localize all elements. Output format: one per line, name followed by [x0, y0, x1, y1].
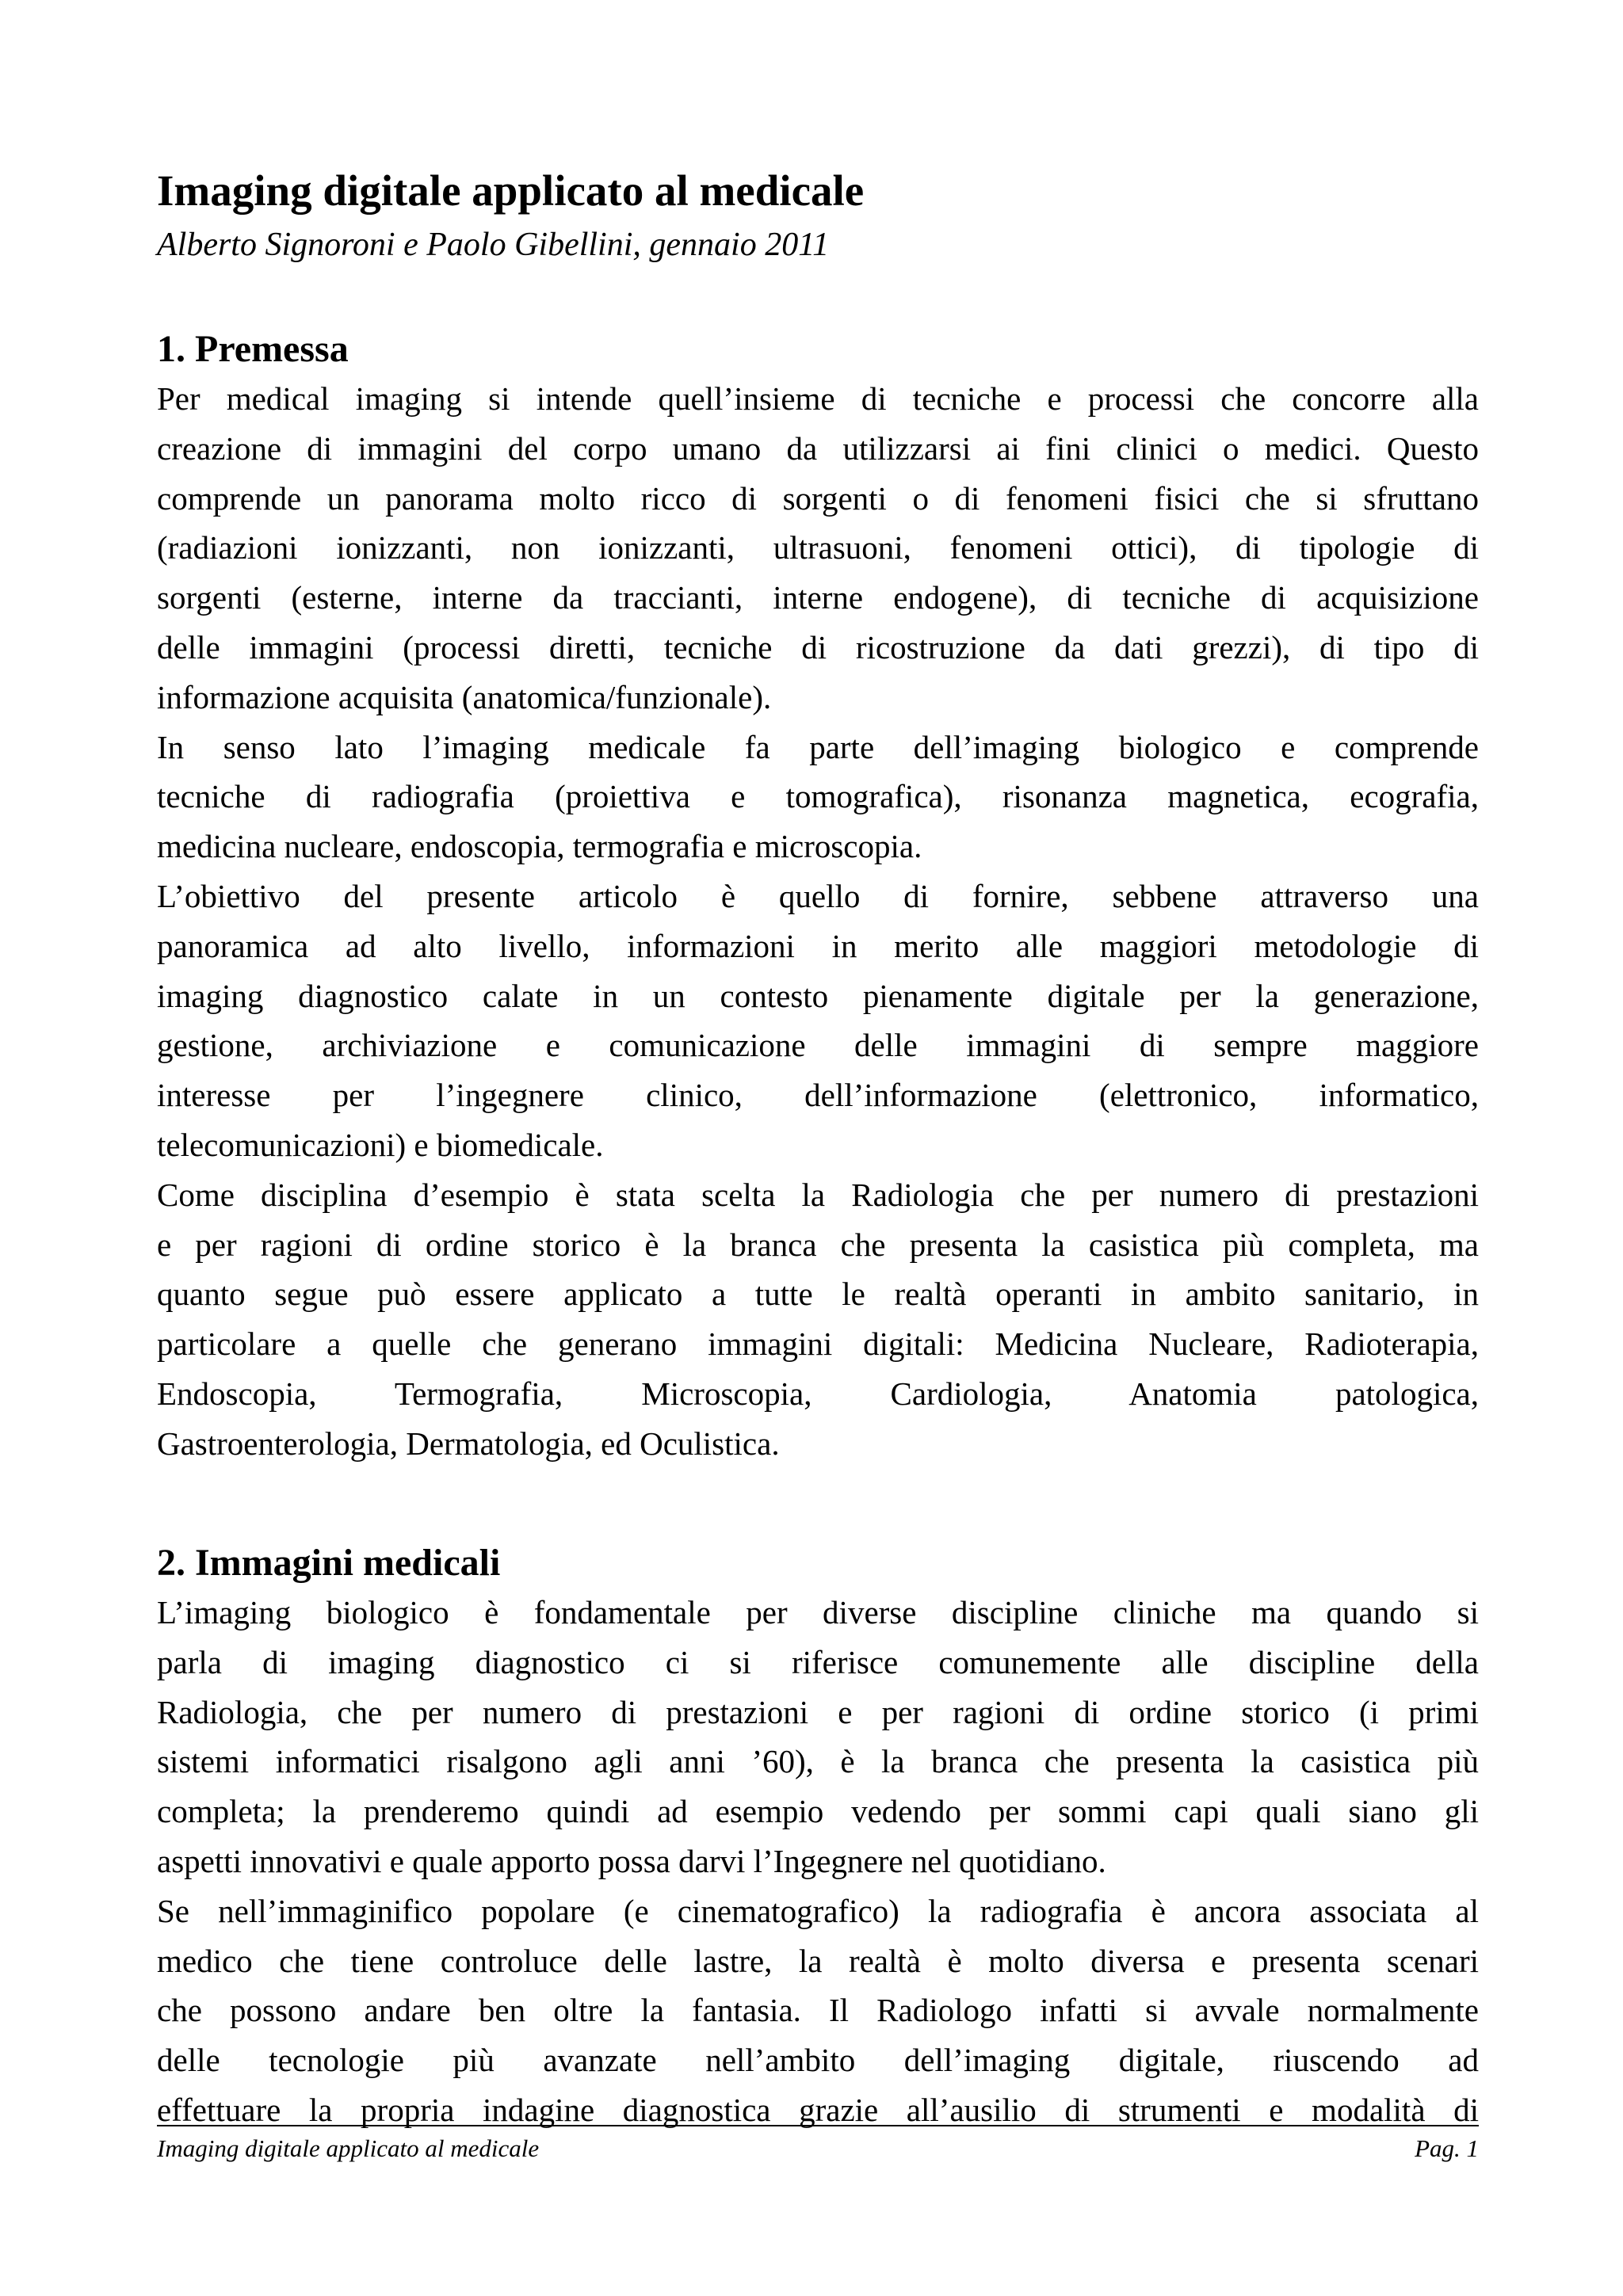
- text-line: Come disciplina d’esempio è stata scelta la Radiologia che per numero di prestazioni: [157, 1176, 1479, 1213]
- text-line: quanto segue può essere applicato a tutte le realtà operanti in ambito sanitario, in: [157, 1276, 1479, 1313]
- footer-divider: [157, 2125, 1479, 2126]
- text-line: medico che tiene controluce delle lastre, la realtà è molto diversa e presenta scenari: [157, 1942, 1479, 1979]
- text-line: gestione, archiviazione e comunicazione delle immagini di sempre maggiore: [157, 1027, 1479, 1064]
- paragraph: [157, 871, 1479, 1170]
- text-line: che possono andare ben oltre la fantasia. Il Radiologo infatti si avvale normalmente: [157, 1992, 1479, 2029]
- text-line: aspetti innovativi e quale apporto possa darvi l’Ingegnere nel quotidiano.: [157, 1842, 1106, 1879]
- text-line: e per ragioni di ordine storico è la branca che presenta la casistica più completa, ma: [157, 1226, 1479, 1263]
- document-authors: Alberto Signoroni e Paolo Gibellini, gennaio 2011: [157, 227, 830, 263]
- text-line: parla di imaging diagnostico ci si riferisce comunemente alle discipline della: [157, 1643, 1479, 1680]
- text-line: L’imaging biologico è fondamentale per diverse discipline cliniche ma quando si: [157, 1594, 1479, 1630]
- text-line: Endoscopia, Termografia, Microscopia, Cardiologia, Anatomia patologica,: [157, 1375, 1479, 1412]
- text-line: Radiologia, che per numero di prestazioni e per ragioni di ordine storico (i primi: [157, 1693, 1479, 1730]
- footer-page-number: Pag. 1: [1415, 2134, 1479, 2162]
- text-line: In senso lato l’imaging medicale fa parte dell’imaging biologico e comprende: [157, 728, 1479, 765]
- section-immagini-medicali: [157, 1539, 1479, 2135]
- text-line: completa; la prenderemo quindi ad esempio vedendo per sommi capi quali siano gli: [157, 1793, 1479, 1830]
- text-line: Gastroenterologia, Dermatologia, ed Oculistica.: [157, 1425, 780, 1462]
- text-line: particolare a quelle che generano immagini digitali: Medicina Nucleare, Radioterapia,: [157, 1325, 1479, 1363]
- section-heading: 1. Premessa: [157, 328, 349, 370]
- text-line: delle immagini (processi diretti, tecniche di ricostruzione da dati grezzi), di tipo di: [157, 628, 1479, 666]
- section-premessa: [157, 325, 1479, 1469]
- document-page: [157, 0, 1479, 2296]
- text-line: medicina nucleare, endoscopia, termografia e microscopia.: [157, 828, 922, 865]
- paragraph: [157, 1588, 1479, 1886]
- text-line: telecomunicazioni) e biomedicale.: [157, 1126, 604, 1163]
- document-title: Imaging digitale applicato al medicale: [157, 166, 865, 215]
- section-heading: 2. Immagini medicali: [157, 1542, 501, 1584]
- text-line: tecniche di radiografia (proiettiva e tomografica), risonanza magnetica, ecografia,: [157, 778, 1479, 815]
- footer-running-title: Imaging digitale applicato al medicale: [157, 2134, 540, 2162]
- text-line: panoramica ad alto livello, informazioni in merito alle maggiori metodologie di: [157, 927, 1479, 964]
- text-line: (radiazioni ionizzanti, non ionizzanti, ultrasuoni, fenomeni ottici), di tipologie di: [157, 529, 1479, 566]
- text-line: Per medical imaging si intende quell’insieme di tecniche e processi che concorre alla: [157, 380, 1479, 417]
- paragraph: [157, 723, 1479, 871]
- text-line: imaging diagnostico calate in un contesto pienamente digitale per la generazione,: [157, 977, 1479, 1014]
- text-line: sistemi informatici risalgono agli anni ’60), è la branca che presenta la casistica più: [157, 1743, 1479, 1780]
- text-line: interesse per l’ingegnere clinico, dell’informazione (elettronico, informatico,: [157, 1077, 1479, 1114]
- text-line: delle tecnologie più avanzate nell’ambito dell’imaging digitale, riuscendo ad: [157, 2042, 1479, 2079]
- text-line: creazione di immagini del corpo umano da utilizzarsi ai fini clinici o medici. Questo: [157, 429, 1479, 467]
- text-line: Se nell’immaginifico popolare (e cinematografico) la radiografia è ancora associata al: [157, 1892, 1479, 1929]
- paragraph: [157, 1170, 1479, 1469]
- text-line: informazione acquisita (anatomica/funzionale).: [157, 678, 772, 715]
- text-line: effettuare la propria indagine diagnostica grazie all’ausilio di strumenti e modalità di: [157, 2091, 1479, 2128]
- text-line: comprende un panorama molto ricco di sorgenti o di fenomeni fisici che si sfruttano: [157, 479, 1479, 517]
- text-line: sorgenti (esterne, interne da traccianti, interne endogene), di tecniche di acquisizione: [157, 579, 1479, 616]
- paragraph: [157, 374, 1479, 723]
- text-line: L’obiettivo del presente articolo è quello di fornire, sebbene attraverso una: [157, 877, 1479, 914]
- paragraph: [157, 1886, 1479, 2135]
